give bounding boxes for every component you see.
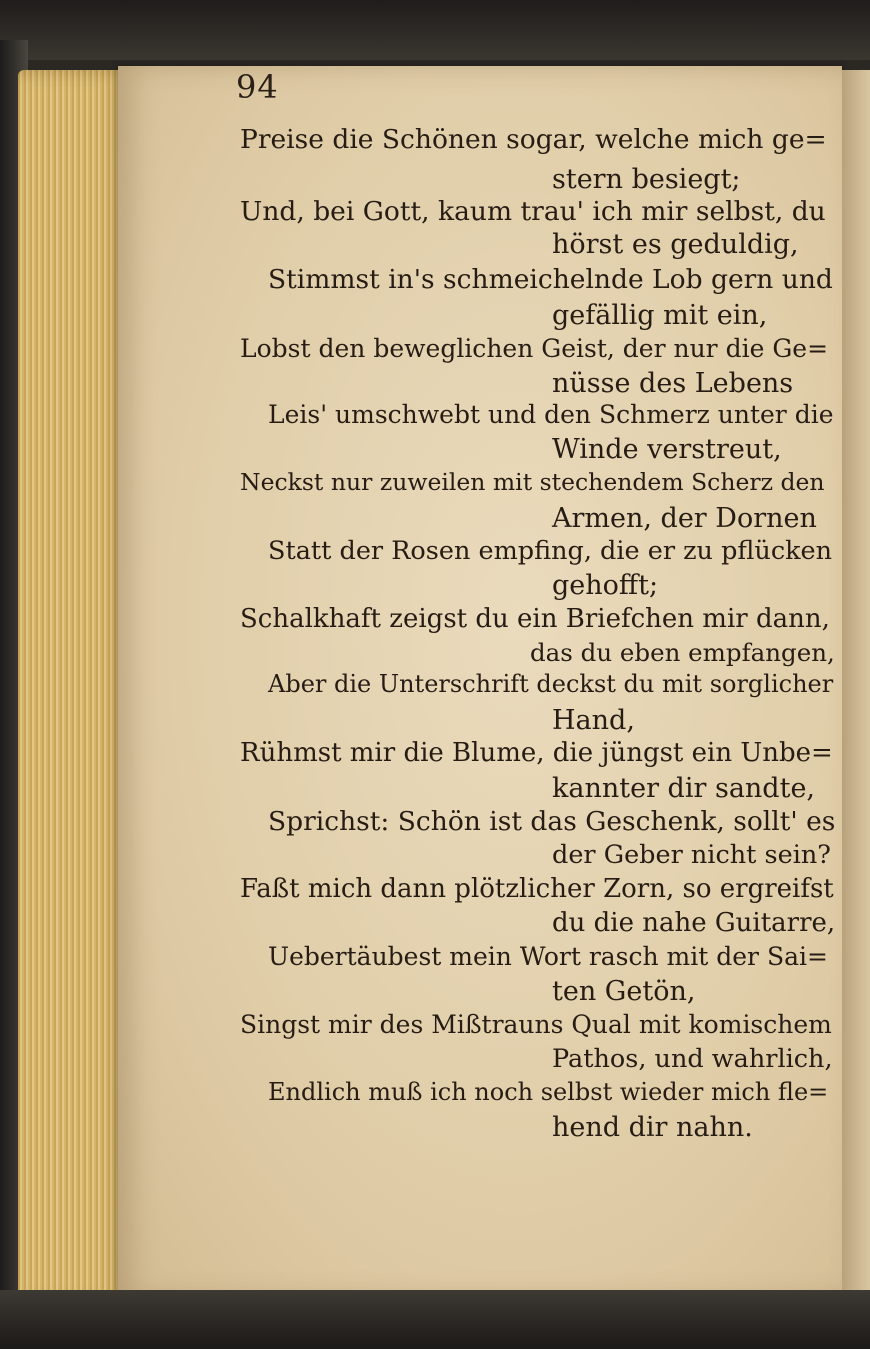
- poem-line: Neckst nur zuweilen mit stechendem Scherz den: [240, 468, 825, 496]
- poem-line: hend dir nahn.: [552, 1112, 753, 1143]
- poem-line: Winde verstreut,: [552, 434, 782, 465]
- poem-line: Statt der Rosen empfing, die er zu pflücken: [268, 536, 833, 566]
- poem-line: nüsse des Lebens: [552, 368, 794, 399]
- poem-line: Armen, der Dornen: [552, 503, 817, 534]
- poem-line: Rühmst mir die Blume, die jüngst ein Unbe=: [240, 738, 833, 768]
- poem-line: gefällig mit ein,: [552, 300, 768, 331]
- poem-line: Uebertäubest mein Wort rasch mit der Sai=: [268, 942, 828, 971]
- poem-line: du die nahe Guitarre,: [552, 908, 836, 938]
- poem-line: Endlich muß ich noch selbst wieder mich fle=: [268, 1078, 829, 1106]
- page-edges: [18, 70, 130, 1305]
- poem-line: stern besiegt;: [552, 164, 741, 195]
- poem-line: der Geber nicht sein?: [552, 840, 831, 870]
- poem-line: Singst mir des Mißtrauns Qual mit komischem: [240, 1010, 832, 1039]
- poem-line: Preise die Schönen sogar, welche mich ge=: [240, 124, 827, 155]
- poem-line: Faßt mich dann plötzlicher Zorn, so ergreifst: [240, 874, 834, 904]
- poem-line: Stimmst in's schmeichelnde Lob gern und: [268, 264, 833, 295]
- book-cover-bottom: [0, 1290, 870, 1349]
- poem-line: Und, bei Gott, kaum trau' ich mir selbst, du: [240, 196, 826, 227]
- poem-line: Sprichst: Schön ist das Geschenk, sollt' es: [268, 806, 836, 837]
- book-cover-top: [0, 0, 870, 60]
- poem-line: ten Getön,: [552, 976, 696, 1007]
- poem-line: hörst es geduldig,: [552, 229, 799, 260]
- poem-line: Schalkhaft zeigst du ein Briefchen mir dann,: [240, 604, 830, 634]
- poem-line: kannter dir sandte,: [552, 773, 815, 804]
- page-number: 94: [236, 68, 279, 106]
- poem-line: das du eben empfangen,: [530, 638, 835, 667]
- poem-line: Leis' umschwebt und den Schmerz unter die: [268, 400, 834, 429]
- poem-line: gehofft;: [552, 570, 659, 601]
- poem-line: Lobst den beweglichen Geist, der nur die Ge=: [240, 334, 829, 363]
- poem-line: Aber die Unterschrift deckst du mit sorglicher: [268, 670, 834, 698]
- poem-line: Pathos, und wahrlich,: [552, 1044, 833, 1074]
- facing-page-edge: [842, 70, 870, 1295]
- poem-line: Hand,: [552, 705, 635, 736]
